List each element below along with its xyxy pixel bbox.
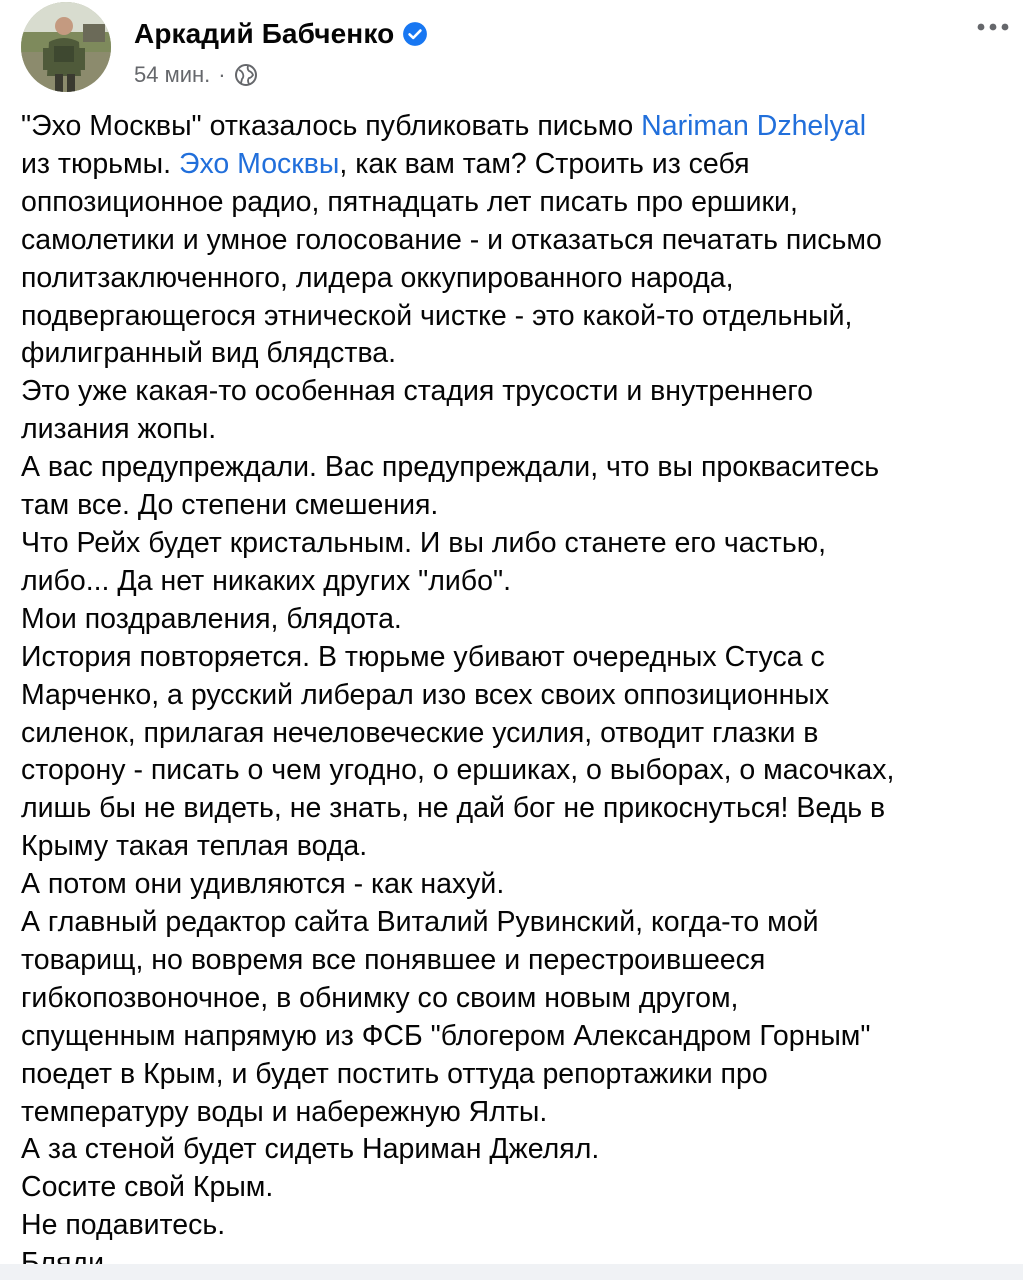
post-text-segment: История повторяется. В тюрьме убивают очередных Стуса с	[21, 640, 825, 673]
post-text-segment: оппозиционное радио, пятнадцать лет писать про ершики,	[21, 185, 798, 218]
post-text-segment: "Эхо Москвы" отказалось публиковать письмо	[21, 110, 642, 142]
post-text-line	[21, 752, 1011, 790]
post-text-line	[21, 563, 1011, 601]
post-text-segment: поедет в Крым, и будет постить оттуда репортажики про	[21, 1057, 768, 1090]
post-text-segment: сторону - писать о чем угодно, о ершиках, о выборах, о масочках,	[21, 754, 895, 787]
post-text-line	[21, 942, 1011, 980]
post-text-line	[21, 108, 1011, 146]
post-header	[0, 0, 1023, 100]
post-text-line	[21, 980, 1011, 1018]
post-text-segment: температуру воды и набережную Ялты.	[21, 1095, 548, 1128]
post-text-segment: Марченко, а русский либерал изо всех своих оппозиционных	[21, 678, 830, 711]
post-text-segment: А главный редактор сайта Виталий Рувинский, когда-то мой	[21, 906, 819, 939]
post-text-segment: подвергающегося этнической чистке - это какой-то отдельный,	[21, 299, 853, 332]
post-text-segment: товарищ, но вовремя все понявшее и перестроившееся	[21, 943, 766, 976]
post-text-segment: Крыму такая теплая вода.	[21, 830, 368, 863]
globe-icon[interactable]	[234, 63, 258, 87]
verified-badge-icon	[402, 21, 428, 47]
mention-link[interactable]: Эхо Москвы	[178, 147, 340, 180]
more-options-icon	[977, 19, 1009, 37]
post-text-segment: А за стеной будет сидеть Нариман Джелял.	[21, 1133, 600, 1166]
post-text-line	[21, 601, 1011, 639]
author-avatar[interactable]	[21, 2, 111, 92]
post-text-segment: гибкопозвоночное, в обнимку со своим новым другом,	[21, 981, 739, 1014]
post-text-line	[21, 1018, 1011, 1056]
post-text-segment: самолетики и умное голосование - и отказаться печатать письмо	[21, 223, 882, 256]
post-text-line	[21, 1207, 1011, 1245]
post-text-segment: Это уже какая-то особенная стадия трусости и внутреннего	[21, 375, 813, 408]
post-text-line	[21, 373, 1011, 411]
author-name[interactable]: Аркадий Бабченко	[134, 18, 395, 49]
post-text-segment: филигранный вид блядства.	[21, 337, 397, 370]
post-text-line	[21, 449, 1011, 487]
post-text-line	[21, 411, 1011, 449]
post-text-segment: из тюрьмы.	[21, 147, 179, 180]
post-text-line	[21, 146, 1011, 184]
post-text-segment: , как вам там? Строить из себя	[339, 147, 750, 180]
post-text-line	[21, 828, 1011, 866]
post-text-segment: Что Рейх будет кристальным. И вы либо станете его частью,	[21, 526, 826, 559]
post-text-segment: А потом они удивляются - как нахуй.	[21, 868, 505, 901]
post-text-segment: Мои поздравления, блядота.	[21, 602, 402, 635]
post-text-segment: спущенным напрямую из ФСБ "блогером Александром Горным"	[21, 1019, 871, 1052]
post-text-segment: Не подавитесь.	[21, 1209, 226, 1242]
author-row	[134, 14, 428, 54]
post-text-line	[21, 639, 1011, 677]
post-text-line	[21, 184, 1011, 222]
post-text-line	[21, 866, 1011, 904]
post-text-line	[21, 715, 1011, 753]
feed-divider	[0, 1264, 1023, 1280]
post-text-line	[21, 525, 1011, 563]
post-text-line	[21, 222, 1011, 260]
post-body	[21, 108, 1011, 1283]
post-text-segment: силенок, прилагая нечеловеческие усилия, отводит глазки в	[21, 716, 819, 749]
post-text-line	[21, 487, 1011, 525]
mention-link[interactable]: Nariman Dzhelyal	[641, 110, 867, 142]
post-text-line	[21, 260, 1011, 298]
meta-separator: ·	[218, 62, 226, 87]
post-text-line	[21, 298, 1011, 336]
post-text-segment: Сосите свой Крым.	[21, 1171, 274, 1204]
post-text-line	[21, 790, 1011, 828]
post-text-line	[21, 677, 1011, 715]
post-text-segment: лишь бы не видеть, не знать, не дай бог не прикоснуться! Ведь в	[21, 792, 886, 825]
post-text-line	[21, 335, 1011, 373]
post-text-line	[21, 1094, 1011, 1132]
post-text-segment: политзаключенного, лидера оккупированного народа,	[21, 261, 734, 294]
post-text-segment: там все. До степени смешения.	[21, 489, 439, 522]
post-text-line	[21, 1056, 1011, 1094]
post-text-segment: А вас предупреждали. Вас предупреждали, что вы прокваситесь	[21, 451, 880, 484]
post-timestamp[interactable]: 54 мин.	[134, 62, 211, 87]
post-text-line	[21, 904, 1011, 942]
post-text-line	[21, 1131, 1011, 1169]
post-text-segment: лизания жопы.	[21, 413, 217, 446]
more-options-button[interactable]	[975, 10, 1011, 46]
post-text-segment: либо... Да нет никаких других "либо".	[21, 564, 512, 597]
post-meta	[134, 58, 258, 92]
post-text-line	[21, 1169, 1011, 1207]
